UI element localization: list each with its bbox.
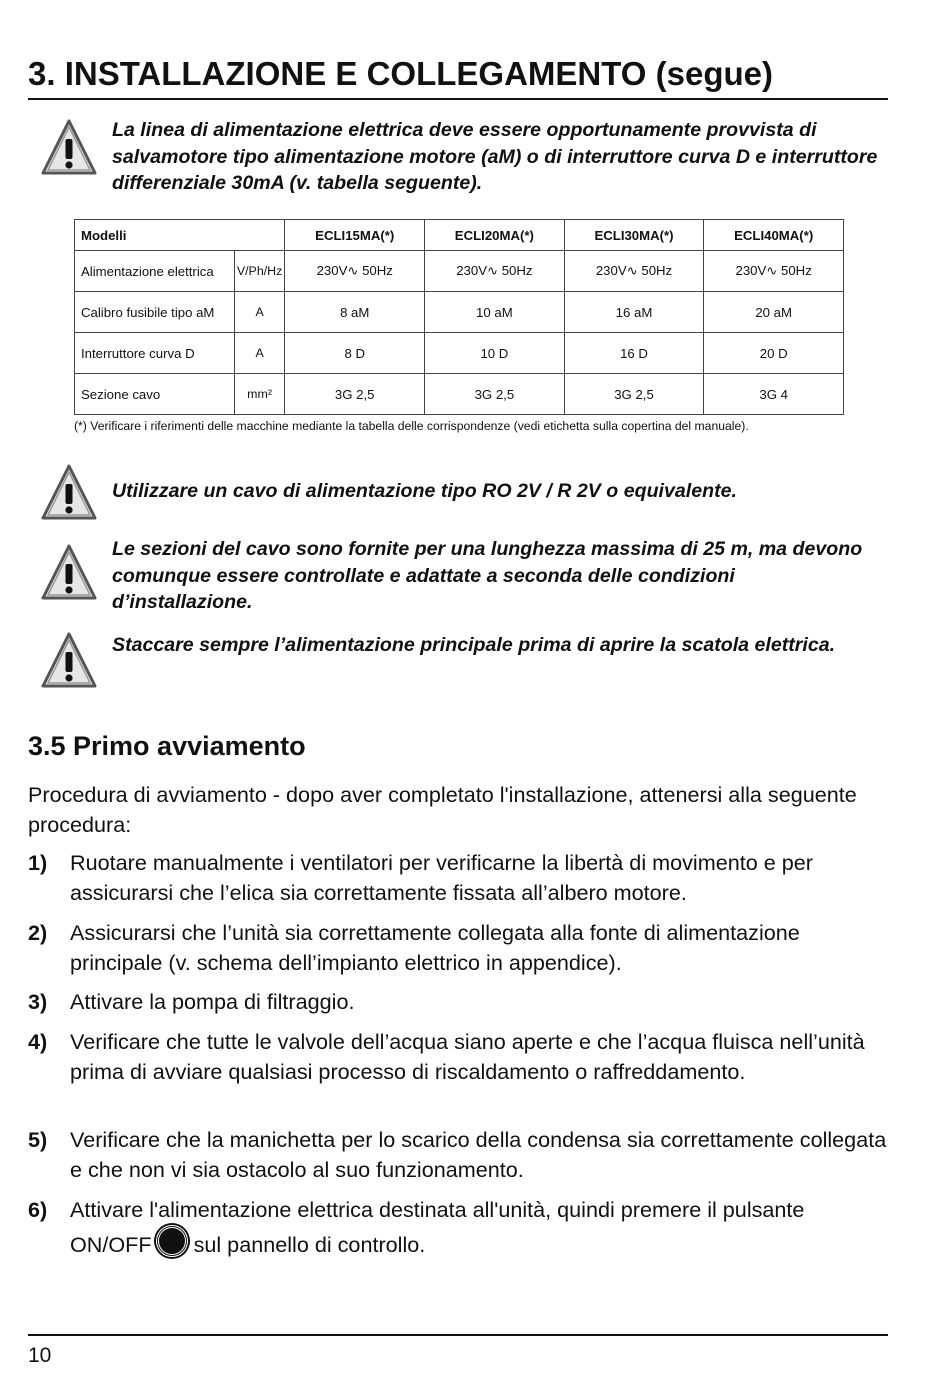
table-cell: 230V∿ 50Hz — [425, 251, 565, 292]
table-cell: 230V∿ 50Hz — [285, 251, 425, 292]
row-unit: A — [234, 333, 285, 374]
warning-block — [40, 117, 880, 201]
step-number: 4) — [28, 1029, 48, 1054]
row-label: Interruttore curva D — [75, 333, 235, 374]
footer-divider — [28, 1334, 888, 1336]
section-title: 3.5 Primo avviamento — [28, 731, 306, 761]
section-intro: Procedura di avviamento - dopo aver completato l'installazione, attenersi alla seguente procedura: — [28, 782, 857, 837]
step-text: Verificare che tutte le valvole dell’acqua siano aperte e che l’acqua fluisca nell’unità prima di avviare qualsiasi processo di riscaldamento o raffreddamento. — [70, 1029, 865, 1084]
table-cell: 20 D — [704, 333, 844, 374]
specifications-table — [74, 219, 844, 415]
table-cell: 3G 4 — [704, 374, 844, 415]
warning-triangle-icon — [40, 630, 98, 692]
warning-triangle-icon — [40, 542, 98, 604]
table-cell: 3G 2,5 — [564, 374, 704, 415]
table-cell: 10 aM — [425, 292, 565, 333]
table-cell: 3G 2,5 — [425, 374, 565, 415]
step-text-after: sul pannello di controllo. — [193, 1232, 426, 1257]
row-label: Alimentazione elettrica — [75, 251, 235, 292]
table-cell: 20 aM — [704, 292, 844, 333]
table-row — [75, 292, 844, 333]
table-cell: 16 D — [564, 333, 704, 374]
step-number: 6) — [28, 1197, 48, 1222]
table-header-cell: ECLI15MA(*) — [285, 220, 425, 251]
warning-block — [40, 630, 880, 692]
warning-block — [40, 462, 880, 524]
step-text: Attivare la pompa di filtraggio. — [70, 989, 355, 1014]
step-number: 1) — [28, 850, 48, 875]
table-header-row — [75, 220, 844, 251]
on-off-button-icon — [156, 1225, 188, 1257]
warning-triangle-icon — [40, 117, 98, 179]
step-number: 5) — [28, 1127, 48, 1152]
step-number: 3) — [28, 989, 48, 1014]
row-unit: mm² — [234, 374, 285, 415]
table-header-cell: ECLI40MA(*) — [704, 220, 844, 251]
table-header-cell: ECLI30MA(*) — [564, 220, 704, 251]
warning-text: Staccare sempre l’alimentazione principale prima di aprire la scatola elettrica. — [112, 634, 836, 656]
step-text: Assicurarsi che l’unità sia correttamente collegata alla fonte di alimentazione principale (v. schema dell’impianto elettrico in appendice). — [70, 920, 800, 975]
table-cell: 10 D — [425, 333, 565, 374]
warning-triangle-icon — [40, 462, 98, 524]
warning-text: Le sezioni del cavo sono fornite per una lunghezza massima di 25 m, ma devono comunque essere controllate e adattate a seconda delle condizioni d’installazione. — [112, 538, 863, 614]
table-row — [75, 251, 844, 292]
row-unit: V/Ph/Hz — [234, 251, 285, 292]
table-row — [75, 374, 844, 415]
row-label: Sezione cavo — [75, 374, 235, 415]
table-header-cell: Modelli — [75, 220, 285, 251]
page-title: 3. INSTALLAZIONE E COLLEGAMENTO (segue) — [28, 52, 888, 100]
step-text: Verificare che la manichetta per lo scarico della condensa sia correttamente collegata e che non vi sia ostacolo al suo funzionamento. — [70, 1127, 887, 1182]
step-text-before: Attivare l'alimentazione elettrica destinata all'unità, quindi premere il pulsante ON/OFF — [70, 1197, 805, 1257]
table-footnote: (*) Verificare i riferimenti delle macchine mediante la tabella delle corrispondenze (vedi etichetta sulla copertina del manuale). — [74, 419, 749, 433]
step-number: 2) — [28, 920, 48, 945]
row-unit: A — [234, 292, 285, 333]
table-cell: 8 D — [285, 333, 425, 374]
page-number: 10 — [28, 1344, 52, 1367]
table-cell: 230V∿ 50Hz — [564, 251, 704, 292]
table-header-cell: ECLI20MA(*) — [425, 220, 565, 251]
table-cell: 230V∿ 50Hz — [704, 251, 844, 292]
table-cell: 3G 2,5 — [285, 374, 425, 415]
row-label: Calibro fusibile tipo aM — [75, 292, 235, 333]
warning-block — [40, 538, 880, 626]
table-row — [75, 333, 844, 374]
step-text: Ruotare manualmente i ventilatori per verificarne la libertà di movimento e per assicurarsi che l’elica sia correttamente fissata all’albero motore. — [70, 850, 813, 905]
warning-text: Utilizzare un cavo di alimentazione tipo RO 2V / R 2V o equivalente. — [112, 480, 737, 502]
table-cell: 16 aM — [564, 292, 704, 333]
table-cell: 8 aM — [285, 292, 425, 333]
warning-text: La linea di alimentazione elettrica deve essere opportunamente provvista di salvamotore tipo alimentazione motore (aM) o di interruttore curva D e interruttore differenziale 30mA (v. tabella seguente). — [112, 119, 878, 195]
step-text — [70, 1195, 888, 1260]
